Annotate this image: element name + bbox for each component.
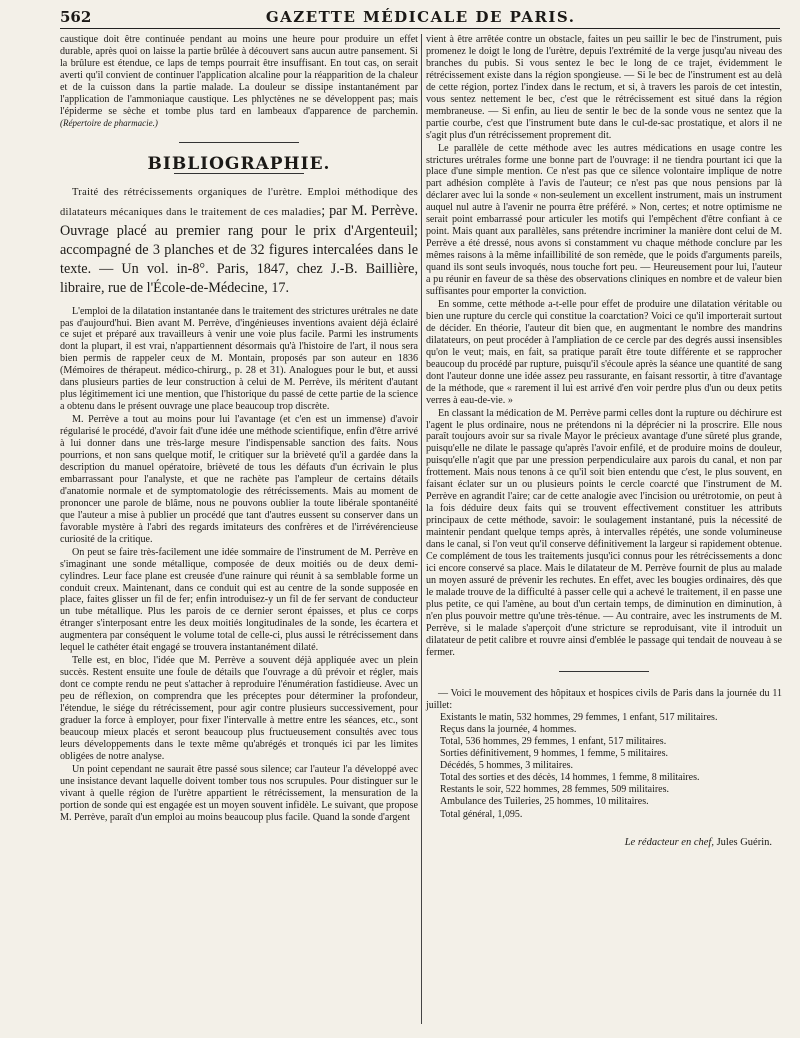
hospital-movement	[426, 688, 782, 821]
movement-line: Sorties définitivement, 9 hommes, 1 femme, 5 militaires.	[440, 748, 669, 760]
book-title: Traité des rétrécissements organiques de l'urètre. Emploi méthodique des dilatateurs mécaniques dans le traitement de ces maladies	[60, 186, 418, 218]
book-citation	[60, 182, 418, 298]
book-details: ; par M. Perrève. Ouvrage placé au premier rang pour le prix d'Argenteuil; accompagné de 3 planches et de 32 figures intercalées dans le texte. — Un vol. in-8°. Paris, 1847, chez J.-B. Baillière, libraire, rue de l'École-de-Médecine, 17.	[60, 202, 419, 296]
section-rule	[179, 142, 299, 143]
left-column	[60, 34, 418, 825]
left-paragraph: Un point cependant ne saurait être passé sous silence; car l'auteur l'a développé avec une insistance devant laquelle doivent tomber tous nos scrupules. Pour distinguer sur le vivant à quelle région de l'urètre appartient le rétrécissement, la mensuration de la portion de sonde qui est engagée est un moyen souvent infidèle. Le suivant, que propose M. Perrève, paraît d'un emploi au moins beaucoup plus facile. Quand la sonde d'argent	[60, 763, 418, 823]
signature-name: Jules Guérin.	[716, 836, 772, 848]
movement-line: Total, 536 hommes, 29 femmes, 1 enfant, 517 militaires.	[440, 735, 667, 747]
editor-signature	[426, 837, 782, 849]
right-paragraph: En somme, cette méthode a-t-elle pour effet de produire une dilatation véritable ou bien une rupture du cercle qui constitue la coarctation? Voici ce qu'il importerait surtout de décider. En théorie, l'auteur dit bien que, en augmentant le nombre des mandrins dilatateurs, on peut procéder à l'ampliation de ce cercle par des degrés aussi insensibles qu'on le veut; mais, en fait, sa pratique paraît être toute différente et se rapprocher beaucoup du procédé par rupture, puisqu'il s'écoule après la séance une quantité de sang dont l'auteur donne une idée assez peu rassurante, en faisant ressortir, à titre d'avantage de la méthode, que « rarement il lui est arrivé d'en voir perdre plus d'un ou deux petits verres à eau-de-vie. »	[426, 298, 782, 406]
left-paragraph: M. Perrève a tout au moins pour lui l'avantage (et c'en est un immense) d'avoir régularisé le procédé, d'avoir fait d'une idée une méthode scientifique, enfin d'être arrivé à lui donner dans une très-large mesure l'indispensable sanction des faits. Nous pourrions, et non sans quelque motif, le critiquer sur la brièveté qu'il a gardée dans la description du manuel opératoire, brièveté de tous les défauts d'un écrivain le plus embarrassant pour l'analyste, et que ne rachète pas l'ampleur de certains détails d'anatomie normale et de symptomatologie des rétrécissements. Mais au moment de prononcer une parole de blâme, nous ne pouvons oublier la toute libérale spontanéité que l'auteur a mise à publier un procédé que tant d'autres eussent su conserver dans un favorable mystère à l'abri des regards imitateurs des confrères et de l'irrévérencieuse curiosité de la critique.	[60, 414, 418, 545]
intro-source: (Répertoire de pharmacie.)	[60, 117, 158, 128]
right-paragraph: En classant la médication de M. Perrève parmi celles dont la rupture ou déchirure est l'agent le plus ordinaire, nous ne prétendons ni la déprécier ni la proscrire. Elle nous paraît toujours avoir sur sa rivale Mayor le précieux avantage d'une sûreté plus grande, puisqu'elle ne dilate le passage qu'après l'avoir enfilé, et de produire moins de douleur, puisqu'elle n'agit que par une pression perpendiculaire aux parois du canal, et non par frottement. Mais nous tenons à ce qu'il soit bien entendu que c'est, le plus souvent, en faisant éclater sur un ou plusieurs points le cercle coarcté que l'instrument de M. Perrève en agrandit l'aire; car de cette analogie avec l'incision ou urétrotomie, on peut à la fois déduire deux faits qui se trouvent effectivement constituer les attributs principaux de cette méthode, savoir: le soulagement instantané, puis la nécessité de maintenir pendant quelque temps après, à intervalles répétés, une sonde volumineuse dans le canal, si l'on veut qu'il conserve définitivement la largeur si rapidement obtenue. Ce complément de tous les traitements jusqu'ici connus pour les rétrécissements a donc ici encore conservé sa place. Mais le dilatateur de M. Perrève fournit de plus au malade un moyen assuré de prévenir les rechutes. En effet, avec les bougies ordinaires, dès que le malade trouve de la difficulté à passer celle qui a achevé le traitement, il en passe une plus petite, ce qui l'amène, au bout d'un certain temps, de diminution en diminution, à n'en plus pouvoir mettre qu'une très-ténue. — Au contraire, avec les instruments de M. Perrève, si le malade s'aperçoit d'une stricture se reproduisant, vite il introduit un dilatateur de petit calibre et rouvre ainsi d'emblée le passage qui tendait de nouveau à se fermer.	[426, 407, 782, 658]
movement-intro: — Voici le mouvement des hôpitaux et hospices civils de Paris dans la journée du 11 juillet:	[426, 687, 782, 711]
right-paragraph: vient à être arrêtée contre un obstacle, faites un peu saillir le bec de l'instrument, puis promenez le doigt le long de l'urètre, depuis l'extrémité de la verge jusqu'au niveau des branches du pubis. Si vous sentez le bec le long de ce trajet, évidemment le rétrécissement existe dans la région spongieuse. — Si le bec de l'instrument est au delà de cette région, portez l'index dans le rectum, et si, à travers les parois de cet intestin, vous sentez nettement le bec, c'est que le rétrécissement est situé dans la région membraneuse. — Si enfin, au lieu de sentir le bec de la sonde vous ne sentez que la partie courbe, c'est que l'instrument bute dans le cul-de-sac prostatique, et alors il ne s'agit plus d'un rétrécissement proprement dit.	[426, 34, 782, 141]
right-paragraph: Le parallèle de cette méthode avec les autres médications en usage contre les strictures urétrales forme une bonne part de l'ouvrage: il ne tiendra pourtant ici que la place d'une simple mention. Ce n'est pas que ce silence volontaire implique de notre part adhésion complète à l'avis de l'auteur; ce n'est pas que nous pensions par là déclarer avec lui la sonde « non-seulement un excellent instrument, mais un instrument auquel nul autre à l'avenir ne pourra être préféré. » Non, certes; et notre optimisme ne serait point embarrassé pour articuler les motifs qui l'empêchent d'être confiant à ce point. Mais quant aux parallèles, sans prétendre incriminer la manière dont celui de M. Perrève a été dressé, nous avons si constamment vu chaque méthode conclure par les mêmes raisons à la même infaillibilité de son remède, que le poids d'arguments pareils, quand ils sont seuls invoqués, nous touche fort peu. — Heureusement pour lui, l'auteur a pu réunir en faveur de sa thèse des observations cliniques en nombre et de valeur bien suffisantes pour emporter la conviction.	[426, 142, 782, 298]
movement-line: Existants le matin, 532 hommes, 29 femmes, 1 enfant, 517 militaires.	[440, 711, 718, 723]
movement-line: Total général, 1,095.	[440, 808, 523, 820]
running-title: GAZETTE MÉDICALE DE PARIS.	[265, 8, 576, 26]
movement-line: Total des sorties et des décès, 14 hommes, 1 femme, 8 militaires.	[440, 772, 700, 784]
column-divider	[421, 34, 422, 1024]
movement-line: Reçus dans la journée, 4 hommes.	[440, 723, 577, 735]
page-header	[60, 6, 780, 29]
section-title: BIBLIOGRAPHIE.	[147, 153, 331, 174]
news-rule	[559, 671, 649, 672]
intro-paragraph	[60, 34, 418, 130]
movement-line: Restants le soir, 522 hommes, 28 femmes, 509 militaires.	[440, 784, 670, 796]
movement-line: Décédés, 5 hommes, 3 militaires.	[440, 760, 574, 772]
left-paragraph: Telle est, en bloc, l'idée que M. Perrève a souvent déjà appliquée avec un plein succès. Restent ensuite une foule de détails que l'ouvrage a dû prévoir et régler, mais dont ce compte rendu ne peut s'attacher à reproduire l'énumération fastidieuse. Avec un peu de réflexion, on comprendra que les préceptes pour déterminer la profondeur, l'étendue, le siége du rétrécissement, pour agir contre plusieurs successivement, pour graduer la force à employer, pour fixer l'intervalle à mettre entre les séances, etc., sont beaucoup mieux placés et seront beaucoup plus fructueusement consultés avec tous leurs développements dans le texte même qu'abrégés et tronqués ici par les limites obligées de notre analyse.	[60, 655, 418, 762]
movement-line: Ambulance des Tuileries, 25 hommes, 10 militaires.	[440, 796, 649, 808]
left-paragraph: L'emploi de la dilatation instantanée dans le traitement des strictures urétrales ne date pas d'aujourd'hui. Bien avant M. Perrève, d'ingénieuses inventions avaient déjà éclairé ce sujet et préparé aux travailleurs à venir une voie plus facile. Parmi les instruments dont la plupart, il est vrai, n'appartiennent désormais qu'à l'histoire de l'art, il nous sera bien permis de rappeler ceux de M. Montain, proposés par son auteur en 1836 (Mémoires de thérapeut. médico-chirurg., p. 28 et 31). Analogues pour le but, et aussi dans plusieurs parties de leur construction à celui de M. Perrève, ils méritent d'autant plus légitimement ici une mention, que l'historique du passé de cette partie de la science a obtenu dans le présent ouvrage une place beaucoup trop discrète.	[60, 305, 418, 413]
right-column	[426, 34, 782, 849]
page-number: 562	[60, 8, 92, 26]
intro-text: caustique doit être continuée pendant au moins une heure pour produire un effet durable, après quoi on laisse la partie brûlée à découvert sans aucun autre pansement. Si la brûlure est étendue, ce laps de temps pourrait être insuffisant. En tout cas, on serait averti qu'il convient de continuer l'application alcaline pour la réapparition de la chaleur et de la cuisson dans la partie malade. La douleur se dissipe instantanément par l'application de l'ammoniaque caustique. Les phlyctènes ne se développent pas; mais l'épiderme se sèche et tombe plus tard en lambeaux d'apparence de parchemin.	[60, 34, 418, 117]
left-paragraph: On peut se faire très-facilement une idée sommaire de l'instrument de M. Perrève en s'imaginant une sonde métallique, composée de deux moitiés ou de deux demi-cylindres. Leur face plane est creusée d'une rainure qui réunit à sa semblable forme un conduit creux. Maintenant, dans ce conduit qui est au centre de la sonde supposée en place, faites glisser un fil de fer; enfin introduisez-y un fil de fer servant de conducteur un tube métallique. Plus les parois de ce dernier seront épaisses, et plus ce corps étranger s'interposant entre les deux moitiés longitudinales de la sonde, les écartera et augmentera par conséquent le volume total de celle-ci, plus aussi le rétrécissement dans lequel le cathéter était engagé se trouvera instantanément dilaté.	[60, 546, 418, 654]
signature-label: Le rédacteur en chef,	[624, 836, 714, 848]
